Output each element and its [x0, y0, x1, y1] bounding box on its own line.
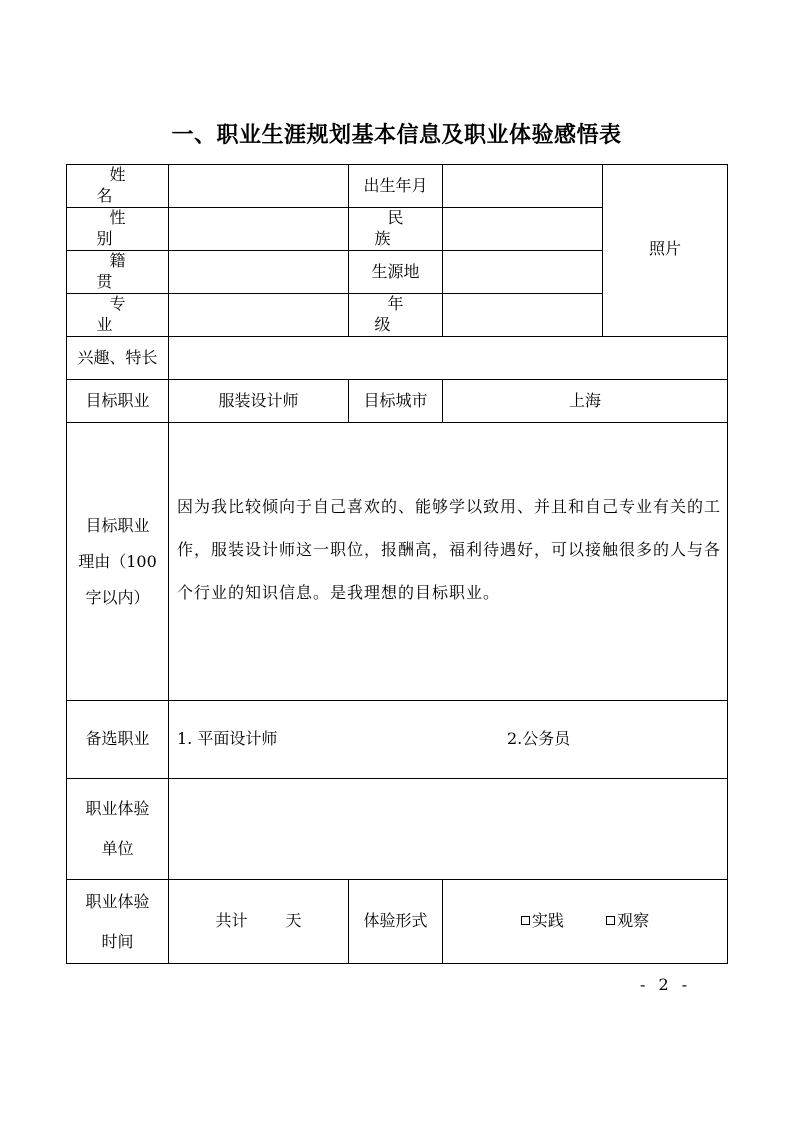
- field-hometown[interactable]: [169, 251, 349, 294]
- label-target-city: 目标城市: [349, 380, 443, 423]
- label-reason-line1: 目标职业: [85, 515, 150, 535]
- field-grade[interactable]: [443, 294, 603, 337]
- label-unit: [67, 779, 169, 880]
- field-origin[interactable]: [443, 251, 603, 294]
- field-target-career[interactable]: 服装设计师: [169, 380, 349, 423]
- label-gender: 性别: [67, 208, 169, 251]
- field-ethnicity[interactable]: [443, 208, 603, 251]
- label-time: [67, 880, 169, 964]
- option-observe[interactable]: 观察: [606, 911, 649, 930]
- label-time-line1: 职业体验: [85, 891, 150, 911]
- row-reason: [67, 423, 728, 701]
- label-alternative: 备选职业: [67, 701, 169, 779]
- alternative-2: 2.公务员: [507, 729, 571, 749]
- field-name[interactable]: [169, 165, 349, 208]
- label-target-career: 目标职业: [67, 380, 169, 423]
- label-reason: [67, 423, 169, 701]
- row-interests: [67, 337, 728, 380]
- label-hometown: 籍贯: [67, 251, 169, 294]
- field-form-type: [443, 880, 728, 964]
- page-title: 一、职业生涯规划基本信息及职业体验感悟表: [171, 123, 622, 148]
- field-unit[interactable]: [169, 779, 728, 880]
- checkbox-observe-icon[interactable]: [606, 916, 615, 925]
- label-interests: 兴趣、特长: [67, 337, 169, 380]
- label-form-type: 体验形式: [349, 880, 443, 964]
- checkbox-practice-icon[interactable]: [521, 916, 530, 925]
- field-gender[interactable]: [169, 208, 349, 251]
- label-unit-line1: 职业体验: [85, 799, 150, 818]
- option-practice[interactable]: 实践: [521, 911, 564, 930]
- field-interests[interactable]: [169, 337, 728, 380]
- row-unit: [67, 779, 728, 880]
- label-unit-line2: 单位: [101, 839, 134, 858]
- alternative-1: 1. 平面设计师: [177, 729, 278, 749]
- row-alternative: [67, 701, 728, 779]
- label-origin: 生源地: [349, 251, 443, 294]
- label-reason-line2: 理由（100: [78, 551, 157, 571]
- photo-label: 照片: [648, 239, 681, 258]
- row-name: [67, 165, 728, 208]
- row-time: [67, 880, 728, 964]
- field-target-city[interactable]: 上海: [443, 380, 728, 423]
- label-ethnicity: 民族: [349, 208, 443, 251]
- label-grade: 年级: [349, 294, 443, 337]
- field-reason[interactable]: 因为我比较倾向于自己喜欢的、能够学以致用、并且和自己专业有关的工作，服装设计师这一职位，报酬高，福利待遇好，可以接触很多的人与各个行业的知识信息。是我理想的目标职业。: [169, 423, 728, 701]
- label-name: 姓名: [67, 165, 169, 208]
- page-number: - 2 -: [640, 975, 692, 994]
- photo-box: [603, 165, 728, 337]
- field-alternative[interactable]: [169, 701, 728, 779]
- field-major[interactable]: [169, 294, 349, 337]
- label-major: 专业: [67, 294, 169, 337]
- label-birth: 出生年月: [349, 165, 443, 208]
- label-total: 共计: [215, 911, 248, 931]
- label-time-line2: 时间: [101, 931, 134, 951]
- career-planning-form: [66, 164, 728, 964]
- label-reason-line3: 字以内）: [85, 587, 150, 607]
- label-days: 天: [285, 911, 302, 931]
- field-birth[interactable]: [443, 165, 603, 208]
- row-target: [67, 380, 728, 423]
- field-days[interactable]: [169, 880, 349, 964]
